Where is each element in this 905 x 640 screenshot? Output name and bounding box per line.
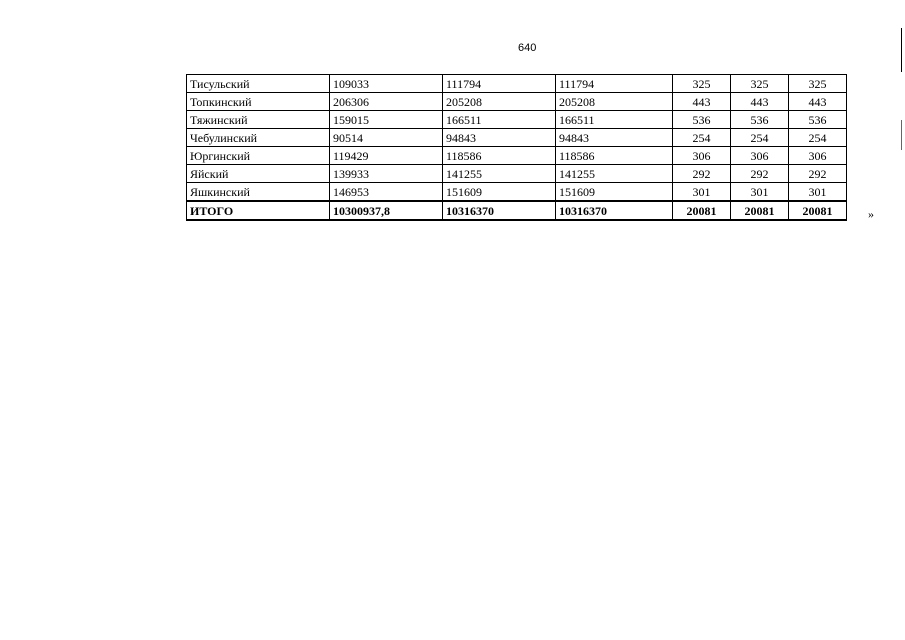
count-cell: 536 (673, 111, 731, 129)
district-name-cell: Чебулинский (187, 129, 330, 147)
district-name-cell: Тисульский (187, 75, 330, 93)
value-cell: 146953 (330, 183, 443, 202)
value-cell: 111794 (556, 75, 673, 93)
value-cell: 118586 (443, 147, 556, 165)
count-cell: 301 (789, 183, 847, 202)
closing-quote-mark: » (868, 207, 874, 221)
scan-edge-line (901, 120, 902, 150)
total-count-cell: 20081 (789, 201, 847, 220)
count-cell: 292 (731, 165, 789, 183)
total-row (187, 201, 847, 220)
count-cell: 536 (789, 111, 847, 129)
value-cell: 109033 (330, 75, 443, 93)
value-cell: 141255 (556, 165, 673, 183)
count-cell: 306 (731, 147, 789, 165)
district-name-cell: Тяжинский (187, 111, 330, 129)
total-value-cell: 10316370 (556, 201, 673, 220)
count-cell: 306 (789, 147, 847, 165)
value-cell: 139933 (330, 165, 443, 183)
scan-edge-line (901, 28, 902, 72)
table-row (187, 147, 847, 165)
count-cell: 306 (673, 147, 731, 165)
value-cell: 151609 (443, 183, 556, 202)
count-cell: 292 (789, 165, 847, 183)
value-cell: 159015 (330, 111, 443, 129)
value-cell: 118586 (556, 147, 673, 165)
total-count-cell: 20081 (673, 201, 731, 220)
count-cell: 254 (789, 129, 847, 147)
total-value-cell: 10316370 (443, 201, 556, 220)
page-number: 640 (518, 42, 537, 54)
table-row (187, 129, 847, 147)
count-cell: 325 (731, 75, 789, 93)
count-cell: 292 (673, 165, 731, 183)
table-row (187, 183, 847, 202)
value-cell: 119429 (330, 147, 443, 165)
district-name-cell: Яшкинский (187, 183, 330, 202)
count-cell: 536 (731, 111, 789, 129)
value-cell: 205208 (556, 93, 673, 111)
count-cell: 301 (731, 183, 789, 202)
district-name-cell: Яйский (187, 165, 330, 183)
total-label-cell: ИТОГО (187, 201, 330, 220)
value-cell: 205208 (443, 93, 556, 111)
value-cell: 166511 (556, 111, 673, 129)
count-cell: 443 (731, 93, 789, 111)
value-cell: 151609 (556, 183, 673, 202)
value-cell: 141255 (443, 165, 556, 183)
count-cell: 254 (673, 129, 731, 147)
count-cell: 443 (673, 93, 731, 111)
count-cell: 301 (673, 183, 731, 202)
table-row (187, 93, 847, 111)
value-cell: 111794 (443, 75, 556, 93)
value-cell: 166511 (443, 111, 556, 129)
value-cell: 206306 (330, 93, 443, 111)
total-value-cell: 10300937,8 (330, 201, 443, 220)
total-count-cell: 20081 (731, 201, 789, 220)
table-row (187, 165, 847, 183)
count-cell: 254 (731, 129, 789, 147)
value-cell: 94843 (443, 129, 556, 147)
district-table (186, 74, 847, 221)
table-row (187, 111, 847, 129)
table-row (187, 75, 847, 93)
count-cell: 325 (673, 75, 731, 93)
value-cell: 90514 (330, 129, 443, 147)
district-name-cell: Топкинский (187, 93, 330, 111)
value-cell: 94843 (556, 129, 673, 147)
count-cell: 325 (789, 75, 847, 93)
district-name-cell: Юргинский (187, 147, 330, 165)
count-cell: 443 (789, 93, 847, 111)
